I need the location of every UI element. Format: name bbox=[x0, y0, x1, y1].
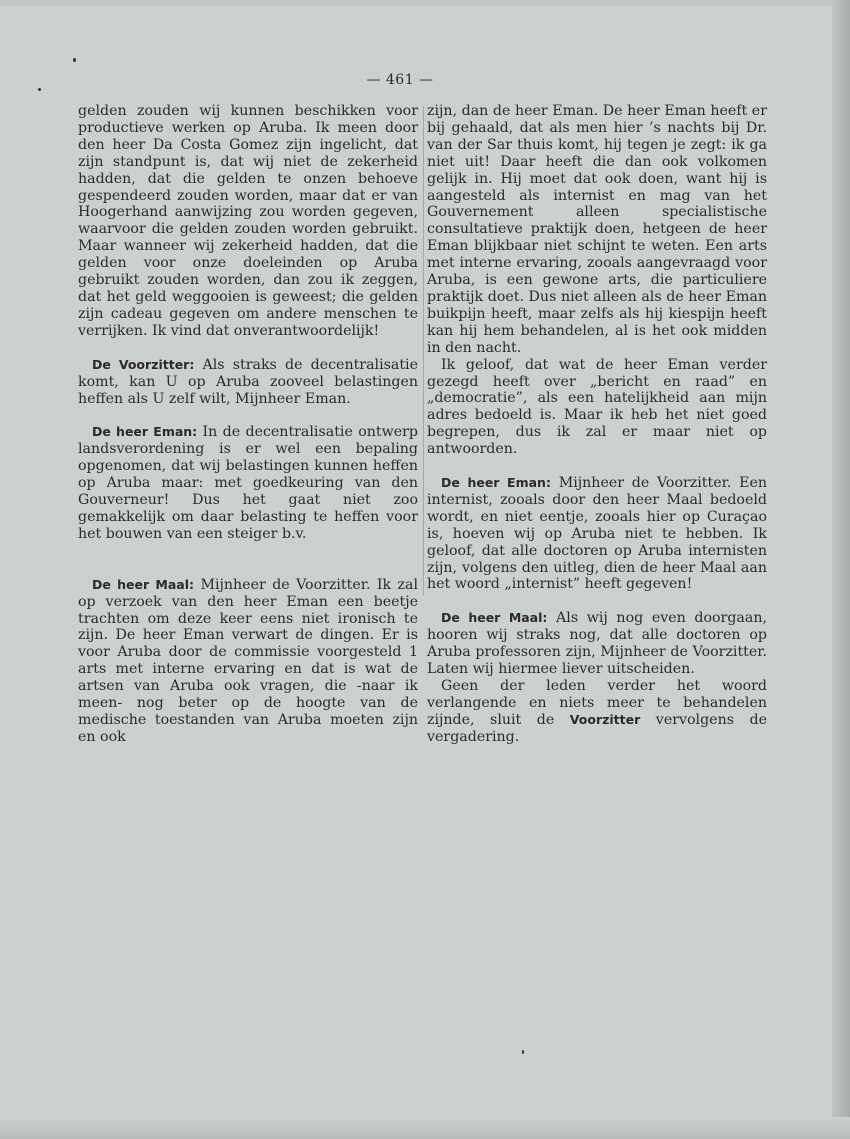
paragraph-text: vervolgens de vergadering. bbox=[427, 711, 767, 745]
ink-speck bbox=[73, 58, 76, 62]
speaker-label: De heer Maal: bbox=[441, 610, 548, 626]
speaker-label: De heer Maal: bbox=[92, 576, 195, 592]
paragraph bbox=[78, 357, 418, 408]
paragraph-text: In de decentralisatie ontwerp landsverordening is er wel een bepaling opgenomen, dat wij belastingen kunnen heffen op Aruba maar: met goedkeuring van den Gouverneur! Dus het gaat niet zoo gemakkelijk om daar belasting te heffen voor het bouwen van een steiger b.v. bbox=[78, 424, 418, 542]
page-number: — 461 — bbox=[366, 72, 434, 88]
paragraph bbox=[427, 678, 767, 746]
right-column bbox=[427, 103, 767, 746]
speaker-label: De heer Eman: bbox=[92, 424, 198, 440]
paragraph bbox=[78, 424, 418, 542]
ink-speck bbox=[38, 88, 41, 91]
paper-top-edge bbox=[0, 0, 850, 6]
paragraph bbox=[427, 610, 767, 678]
paragraph-text: Mijnheer de Voorzitter. Een internist, zooals door den heer Maal bedoeld wordt, en niet eentje, zooals hier op Curaçao is, hoeven wij op Aruba niet te hebben. Ik geloof, dat alle doctoren op Aruba internisten zijn, volgens den uitleg, dien de heer Maal aan het woord „internist” heeft gegeven! bbox=[427, 475, 767, 593]
paragraph-text: zijn, dan de heer Eman. De heer Eman heeft er bij gehaald, dat als men hier ’s nachts bij Dr. van der Sar thuis komt, hij tegen je zegt: ik ga niet uit! Daar heeft die dan ook volkomen gelijk in. Hij moet dat ook doen, want hij is aangesteld als internist en mag van het Gouvernement alleen specialistische consultatieve praktijk doen, hetgeen de heer Eman blijkbaar niet schijnt te weten. Een arts met interne ervaring, zooals aangevraagd voor Aruba, is een gewone arts, die particuliere praktijk doet. Dus niet alleen als de heer Eman buikpijn heeft, maar zelfs als hij kiespijn heeft kan hij hem behandelen, al is het ook midden in den nacht. bbox=[427, 103, 767, 356]
speaker-label: De heer Eman: bbox=[441, 475, 551, 491]
paper-bottom-edge bbox=[0, 1117, 850, 1139]
paper-right-edge bbox=[832, 0, 850, 1139]
paragraph-text: Geen der leden verder het woord verlangende en niets meer te behandelen zijnde, sluit de bbox=[427, 678, 767, 728]
paragraph-text: Als wij nog even doorgaan, hooren wij straks nog, dat alle doctoren op Aruba professoren zijn, Mijnheer de Voorzitter. Laten wij hiermee liever uitscheiden. bbox=[427, 610, 767, 678]
paragraph-text: Mijnheer de Voorzitter. Ik zal op verzoek van den heer Eman een beetje trachten om deze keer eens niet ironisch te zijn. De heer Eman verwart de dingen. Er is voor Aruba door de commissie voorgesteld 1 arts met interne ervaring en dat is wat de artsen van Aruba ook vragen, die -naar ik meen- nog beter op de hoogte van de medische toestanden van Aruba moeten zijn en ook bbox=[78, 576, 418, 745]
paragraph bbox=[427, 475, 767, 593]
speaker-label: De Voorzitter: bbox=[92, 356, 195, 372]
paragraph-text: gelden zouden wij kunnen beschikken voor productieve werken op Aruba. Ik meen door den heer Da Costa Gomez zijn ingelicht, dat zijn standpunt is, dat wij niet de zekerheid hadden, dat die gelden te onzen behoeve gespendeerd zouden worden, maar dat er van Hoogerhand aanwijzing zou worden gegeven, waarvoor die gelden zouden worden gebruikt. Maar wanneer wij zekerheid hadden, dat die gelden voor onze doeleinden op Aruba gebruikt zouden worden, dan zou ik zeggen, dat het geld weggooien is geweest; die gelden zijn cadeau gegeven om andere menschen te verrijken. Ik vind dat onverantwoordelijk! bbox=[78, 103, 418, 339]
paragraph bbox=[78, 577, 418, 746]
left-column bbox=[78, 103, 418, 746]
column-divider bbox=[423, 106, 424, 596]
paragraph bbox=[427, 357, 767, 458]
paragraph bbox=[78, 103, 418, 340]
paragraph-text: Als straks de decentralisatie komt, kan U op Aruba zooveel belastingen heffen als U zelf wilt, Mijnheer Eman. bbox=[78, 356, 418, 407]
paragraph-text: Ik geloof, dat wat de heer Eman verder gezegd heeft over „bericht en raad” en „democratie”, als een hatelijkheid aan mijn adres bedoeld is. Maar ik heb het niet goed begrepen, dus ik zal er maar niet op antwoorden. bbox=[427, 356, 767, 458]
ink-speck bbox=[522, 1050, 524, 1054]
paragraph bbox=[427, 103, 767, 357]
speaker-label: Voorzitter bbox=[569, 711, 641, 727]
